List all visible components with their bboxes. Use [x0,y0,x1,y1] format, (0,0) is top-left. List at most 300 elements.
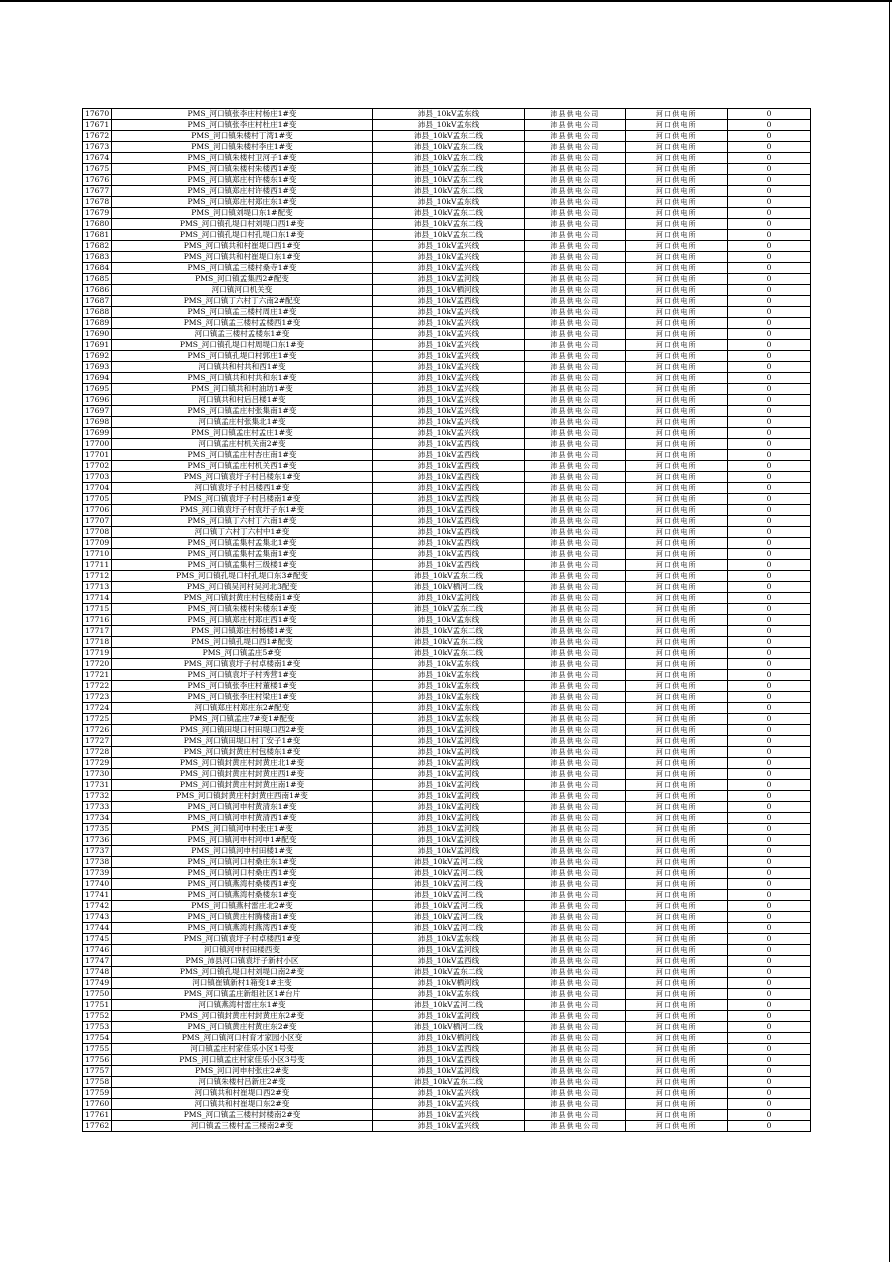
row-number-cell: 17679 [83,208,112,219]
table-row [83,1022,811,1033]
row-number-cell: 17744 [83,923,112,934]
feeder-line-cell: 沛县_10kV孟兴线 [373,428,525,439]
row-number-cell: 17747 [83,956,112,967]
supply-station-cell: 河口供电所 [626,571,728,582]
supply-company-cell: 沛县供电公司 [525,714,626,725]
row-number-cell: 17715 [83,604,112,615]
table-row [83,780,811,791]
supply-station-cell: 河口供电所 [626,978,728,989]
table-row [83,461,811,472]
transformer-name-cell: PMS_河口镇朱楼村卫河子1#变 [112,153,373,164]
supply-company-cell: 沛县供电公司 [525,857,626,868]
table-row [83,857,811,868]
table-row [83,1121,811,1132]
supply-station-cell: 河口供电所 [626,208,728,219]
transformer-name-cell: PMS_河口镇丁六村丁六南1#变 [112,516,373,527]
table-row [83,406,811,417]
transformer-name-cell: 河口镇孟庄村家佳乐小区1号变 [112,1044,373,1055]
supply-company-cell: 沛县供电公司 [525,703,626,714]
count-value-cell: 0 [728,736,811,747]
transformer-name-cell: PMS_河口镇孟三楼村周庄1#变 [112,307,373,318]
count-value-cell: 0 [728,109,811,120]
table-row [83,263,811,274]
supply-company-cell: 沛县供电公司 [525,637,626,648]
supply-station-cell: 河口供电所 [626,824,728,835]
table-row [83,758,811,769]
count-value-cell: 0 [728,824,811,835]
supply-company-cell: 沛县供电公司 [525,571,626,582]
transformer-name-cell: PMS_河口镇孟集村孟集北1#变 [112,538,373,549]
right-border-line [889,0,890,1262]
count-value-cell: 0 [728,1099,811,1110]
row-number-cell: 17728 [83,747,112,758]
supply-company-cell: 沛县供电公司 [525,582,626,593]
feeder-line-cell: 沛县_10kV孟东二线 [373,142,525,153]
table-row [83,439,811,450]
row-number-cell: 17740 [83,879,112,890]
supply-company-cell: 沛县供电公司 [525,1077,626,1088]
row-number-cell: 17710 [83,549,112,560]
count-value-cell: 0 [728,164,811,175]
supply-station-cell: 河口供电所 [626,428,728,439]
transformer-name-cell: PMS_河口镇河申村田楼1#变 [112,846,373,857]
count-value-cell: 0 [728,615,811,626]
supply-station-cell: 河口供电所 [626,670,728,681]
supply-company-cell: 沛县供电公司 [525,791,626,802]
table-row [83,197,811,208]
transformer-name-cell: PMS_河口镇封黄庄村包楼东1#变 [112,747,373,758]
supply-station-cell: 河口供电所 [626,494,728,505]
supply-company-cell: 沛县供电公司 [525,549,626,560]
feeder-line-cell: 沛县_10kV孟东二线 [373,153,525,164]
count-value-cell: 0 [728,296,811,307]
row-number-cell: 17718 [83,637,112,648]
row-number-cell: 17691 [83,340,112,351]
transformer-name-cell: PMS_河口镇郑庄村许楼西1#变 [112,186,373,197]
transformer-name-cell: PMS_沛县河口镇袁圩子新村小区 [112,956,373,967]
table-row [83,747,811,758]
row-number-cell: 17757 [83,1066,112,1077]
supply-station-cell: 河口供电所 [626,1110,728,1121]
count-value-cell: 0 [728,890,811,901]
table-row [83,571,811,582]
supply-company-cell: 沛县供电公司 [525,1088,626,1099]
count-value-cell: 0 [728,351,811,362]
transformer-name-cell: PMS_河口镇封黄庄村封黄庄南1#变 [112,780,373,791]
transformer-name-cell: PMS_河口镇孔堤口村周堤口东1#变 [112,340,373,351]
count-value-cell: 0 [728,472,811,483]
count-value-cell: 0 [728,593,811,604]
supply-station-cell: 河口供电所 [626,659,728,670]
supply-company-cell: 沛县供电公司 [525,725,626,736]
supply-station-cell: 河口供电所 [626,274,728,285]
feeder-line-cell: 沛县_10kV孟河线 [373,802,525,813]
feeder-line-cell: 沛县_10kV孟河线 [373,725,525,736]
table-row [83,1033,811,1044]
supply-company-cell: 沛县供电公司 [525,692,626,703]
feeder-line-cell: 沛县_10kV孟东线 [373,692,525,703]
table-row [83,868,811,879]
table-row [83,659,811,670]
count-value-cell: 0 [728,681,811,692]
supply-company-cell: 沛县供电公司 [525,472,626,483]
row-number-cell: 17754 [83,1033,112,1044]
count-value-cell: 0 [728,1066,811,1077]
count-value-cell: 0 [728,1088,811,1099]
count-value-cell: 0 [728,923,811,934]
count-value-cell: 0 [728,835,811,846]
feeder-line-cell: 沛县_10kV孟东线 [373,615,525,626]
table-row [83,296,811,307]
table-row [83,791,811,802]
transformer-name-cell: PMS_河口镇燕村雷庄北2#变 [112,901,373,912]
count-value-cell: 0 [728,791,811,802]
supply-company-cell: 沛县供电公司 [525,406,626,417]
transformer-name-cell: 河口镇河申村田楼西变 [112,945,373,956]
feeder-line-cell: 沛县_10kV孟河线 [373,835,525,846]
feeder-line-cell: 沛县_10kV栖河线 [373,1033,525,1044]
supply-company-cell: 沛县供电公司 [525,241,626,252]
table-row [83,769,811,780]
count-value-cell: 0 [728,780,811,791]
table-row [83,230,811,241]
supply-station-cell: 河口供电所 [626,1011,728,1022]
transformer-name-cell: PMS_河口镇袁圩子村吕楼南1#变 [112,494,373,505]
feeder-line-cell: 沛县_10kV孟兴线 [373,241,525,252]
supply-station-cell: 河口供电所 [626,549,728,560]
supply-station-cell: 河口供电所 [626,142,728,153]
count-value-cell: 0 [728,329,811,340]
supply-station-cell: 河口供电所 [626,1099,728,1110]
count-value-cell: 0 [728,604,811,615]
feeder-line-cell: 沛县_10kV孟东线 [373,659,525,670]
supply-company-cell: 沛县供电公司 [525,109,626,120]
supply-company-cell: 沛县供电公司 [525,978,626,989]
feeder-line-cell: 沛县_10kV栖河二线 [373,1022,525,1033]
transformer-name-cell: PMS_河口镇孔堤口西1#配变 [112,637,373,648]
feeder-line-cell: 沛县_10kV孟东线 [373,670,525,681]
transformer-name-cell: PMS_河口镇孟三楼村封楼南2#变 [112,1110,373,1121]
supply-station-cell: 河口供电所 [626,373,728,384]
transformer-name-cell: PMS_河口镇袁圩子村卓楼南1#变 [112,659,373,670]
feeder-line-cell: 沛县_10kV孟西线 [373,505,525,516]
table-row [83,1044,811,1055]
supply-station-cell: 河口供电所 [626,329,728,340]
transformer-name-cell: PMS_河口镇封黄庄村封黄庄东2#变 [112,1011,373,1022]
count-value-cell: 0 [728,912,811,923]
row-number-cell: 17748 [83,967,112,978]
count-value-cell: 0 [728,428,811,439]
row-number-cell: 17751 [83,1000,112,1011]
table-row [83,714,811,725]
transformer-name-cell: PMS_河口镇封黄庄村封黄庄西南1#变 [112,791,373,802]
supply-company-cell: 沛县供电公司 [525,417,626,428]
feeder-line-cell: 沛县_10kV孟东二线 [373,208,525,219]
count-value-cell: 0 [728,362,811,373]
supply-station-cell: 河口供电所 [626,296,728,307]
supply-company-cell: 沛县供电公司 [525,527,626,538]
supply-company-cell: 沛县供电公司 [525,912,626,923]
supply-station-cell: 河口供电所 [626,868,728,879]
row-number-cell: 17738 [83,857,112,868]
count-value-cell: 0 [728,956,811,967]
supply-company-cell: 沛县供电公司 [525,483,626,494]
supply-company-cell: 沛县供电公司 [525,439,626,450]
count-value-cell: 0 [728,769,811,780]
supply-company-cell: 沛县供电公司 [525,615,626,626]
feeder-line-cell: 沛县_10kV孟西线 [373,1055,525,1066]
count-value-cell: 0 [728,1000,811,1011]
table-row [83,1055,811,1066]
row-number-cell: 17696 [83,395,112,406]
feeder-line-cell: 沛县_10kV孟河线 [373,593,525,604]
row-number-cell: 17670 [83,109,112,120]
table-row [83,703,811,714]
supply-station-cell: 河口供电所 [626,241,728,252]
feeder-line-cell: 沛县_10kV孟西线 [373,516,525,527]
feeder-line-cell: 沛县_10kV孟东二线 [373,967,525,978]
row-number-cell: 17731 [83,780,112,791]
table-row [83,824,811,835]
supply-station-cell: 河口供电所 [626,285,728,296]
table-row [83,318,811,329]
feeder-line-cell: 沛县_10kV孟西线 [373,483,525,494]
table-row [83,351,811,362]
table-row [83,934,811,945]
row-number-cell: 17717 [83,626,112,637]
supply-company-cell: 沛县供电公司 [525,626,626,637]
transformer-name-cell: 河口镇燕湾村雷庄东1#变 [112,1000,373,1011]
count-value-cell: 0 [728,802,811,813]
top-border-line [0,0,892,2]
transformer-name-cell: PMS_河口镇吴河村吴河北3配变 [112,582,373,593]
table-row [83,285,811,296]
supply-station-cell: 河口供电所 [626,560,728,571]
table-row [83,362,811,373]
table-row [83,560,811,571]
feeder-line-cell: 沛县_10kV孟西线 [373,956,525,967]
supply-company-cell: 沛县供电公司 [525,604,626,615]
supply-station-cell: 河口供电所 [626,879,728,890]
transformer-name-cell: 河口镇共和村共和西1#变 [112,362,373,373]
count-value-cell: 0 [728,197,811,208]
feeder-line-cell: 沛县_10kV孟河二线 [373,879,525,890]
supply-company-cell: 沛县供电公司 [525,296,626,307]
table-row [83,175,811,186]
supply-station-cell: 河口供电所 [626,384,728,395]
count-value-cell: 0 [728,450,811,461]
supply-station-cell: 河口供电所 [626,703,728,714]
count-value-cell: 0 [728,241,811,252]
table-row [83,692,811,703]
supply-company-cell: 沛县供电公司 [525,648,626,659]
feeder-line-cell: 沛县_10kV孟兴线 [373,1110,525,1121]
supply-station-cell: 河口供电所 [626,802,728,813]
count-value-cell: 0 [728,967,811,978]
feeder-line-cell: 沛县_10kV孟河二线 [373,868,525,879]
supply-company-cell: 沛县供电公司 [525,219,626,230]
feeder-line-cell: 沛县_10kV孟东线 [373,934,525,945]
transformer-name-cell: PMS_河口镇孔堤口村郭庄1#变 [112,351,373,362]
supply-station-cell: 河口供电所 [626,340,728,351]
row-number-cell: 17700 [83,439,112,450]
table-row [83,945,811,956]
supply-station-cell: 河口供电所 [626,945,728,956]
row-number-cell: 17706 [83,505,112,516]
feeder-line-cell: 沛县_10kV孟河线 [373,274,525,285]
supply-station-cell: 河口供电所 [626,164,728,175]
supply-station-cell: 河口供电所 [626,901,728,912]
count-value-cell: 0 [728,175,811,186]
transformer-name-cell: PMS_河口镇朱楼村朱楼东1#变 [112,604,373,615]
count-value-cell: 0 [728,120,811,131]
supply-station-cell: 河口供电所 [626,593,728,604]
supply-company-cell: 沛县供电公司 [525,1099,626,1110]
transformer-name-cell: PMS_河口镇河口村育才家园小区变 [112,1033,373,1044]
count-value-cell: 0 [728,1011,811,1022]
supply-station-cell: 河口供电所 [626,527,728,538]
row-number-cell: 17689 [83,318,112,329]
row-number-cell: 17681 [83,230,112,241]
supply-company-cell: 沛县供电公司 [525,1121,626,1132]
transformer-name-cell: PMS_河口河申村张庄2#变 [112,1066,373,1077]
count-value-cell: 0 [728,1044,811,1055]
transformer-name-cell: PMS_河口镇封黄庄村封黄庄西1#变 [112,769,373,780]
count-value-cell: 0 [728,758,811,769]
table-row [83,637,811,648]
row-number-cell: 17716 [83,615,112,626]
supply-station-cell: 河口供电所 [626,318,728,329]
count-value-cell: 0 [728,153,811,164]
count-value-cell: 0 [728,945,811,956]
feeder-line-cell: 沛县_10kV孟兴线 [373,307,525,318]
transformer-name-cell: PMS_河口镇河口村桑庄东1#变 [112,857,373,868]
row-number-cell: 17750 [83,989,112,1000]
transformer-name-cell: PMS_河口镇孔堤口村刘堤口南2#变 [112,967,373,978]
feeder-line-cell: 沛县_10kV孟东线 [373,703,525,714]
row-number-cell: 17742 [83,901,112,912]
supply-company-cell: 沛县供电公司 [525,824,626,835]
supply-company-cell: 沛县供电公司 [525,263,626,274]
table-row [83,527,811,538]
transformer-name-cell: PMS_河口镇孟集村孟集南1#变 [112,549,373,560]
table-row [83,879,811,890]
supply-station-cell: 河口供电所 [626,813,728,824]
transformer-name-cell: 河口镇朱楼村吕新庄2#变 [112,1077,373,1088]
feeder-line-cell: 沛县_10kV孟东线 [373,120,525,131]
supply-station-cell: 河口供电所 [626,758,728,769]
transformer-name-cell: 河口镇孟庄村张集北1#变 [112,417,373,428]
count-value-cell: 0 [728,868,811,879]
feeder-line-cell: 沛县_10kV孟东线 [373,681,525,692]
supply-company-cell: 沛县供电公司 [525,758,626,769]
transformer-name-cell: PMS_河口镇河口村桑庄西1#变 [112,868,373,879]
count-value-cell: 0 [728,252,811,263]
row-number-cell: 17722 [83,681,112,692]
table-row [83,417,811,428]
transformer-name-cell: PMS_河口镇封黄庄村包楼南1#变 [112,593,373,604]
row-number-cell: 17759 [83,1088,112,1099]
feeder-line-cell: 沛县_10kV孟兴线 [373,263,525,274]
feeder-line-cell: 沛县_10kV孟西线 [373,461,525,472]
row-number-cell: 17697 [83,406,112,417]
table-row [83,1088,811,1099]
table-row [83,736,811,747]
row-number-cell: 17749 [83,978,112,989]
supply-company-cell: 沛县供电公司 [525,846,626,857]
table-row [83,813,811,824]
transformer-name-cell: PMS_河口镇刘堤口东1#配变 [112,208,373,219]
table-row [83,1077,811,1088]
count-value-cell: 0 [728,879,811,890]
feeder-line-cell: 沛县_10kV孟东线 [373,989,525,1000]
feeder-line-cell: 沛县_10kV孟东二线 [373,186,525,197]
feeder-line-cell: 沛县_10kV孟兴线 [373,395,525,406]
count-value-cell: 0 [728,263,811,274]
supply-company-cell: 沛县供电公司 [525,560,626,571]
table-row [83,1066,811,1077]
transformer-name-cell: PMS_河口镇孟集西2#配变 [112,274,373,285]
transformer-name-cell: PMS_河口镇河申村黄清西1#变 [112,813,373,824]
row-number-cell: 17713 [83,582,112,593]
supply-company-cell: 沛县供电公司 [525,659,626,670]
transformer-name-cell: PMS_河口镇孟庄村孟庄1#变 [112,428,373,439]
supply-station-cell: 河口供电所 [626,923,728,934]
count-value-cell: 0 [728,549,811,560]
transformer-name-cell: 河口镇孟三楼村孟三楼南2#变 [112,1121,373,1132]
supply-station-cell: 河口供电所 [626,186,728,197]
supply-company-cell: 沛县供电公司 [525,505,626,516]
supply-station-cell: 河口供电所 [626,967,728,978]
count-value-cell: 0 [728,406,811,417]
row-number-cell: 17753 [83,1022,112,1033]
row-number-cell: 17746 [83,945,112,956]
row-number-cell: 17745 [83,934,112,945]
table-row [83,505,811,516]
row-number-cell: 17694 [83,373,112,384]
count-value-cell: 0 [728,901,811,912]
feeder-line-cell: 沛县_10kV孟河线 [373,824,525,835]
count-value-cell: 0 [728,670,811,681]
feeder-line-cell: 沛县_10kV孟西线 [373,472,525,483]
supply-company-cell: 沛县供电公司 [525,670,626,681]
count-value-cell: 0 [728,538,811,549]
transformer-name-cell: PMS_河口镇孔堤口村孔堤口东1#变 [112,230,373,241]
row-number-cell: 17736 [83,835,112,846]
row-number-cell: 17690 [83,329,112,340]
row-number-cell: 17684 [83,263,112,274]
table-row [83,670,811,681]
transformer-name-cell: PMS_河口镇郑庄村杨楼1#变 [112,626,373,637]
table-row [83,626,811,637]
supply-station-cell: 河口供电所 [626,307,728,318]
supply-station-cell: 河口供电所 [626,681,728,692]
supply-station-cell: 河口供电所 [626,153,728,164]
feeder-line-cell: 沛县_10kV孟兴线 [373,384,525,395]
feeder-line-cell: 沛县_10kV孟东二线 [373,626,525,637]
row-number-cell: 17707 [83,516,112,527]
row-number-cell: 17699 [83,428,112,439]
supply-company-cell: 沛县供电公司 [525,879,626,890]
supply-company-cell: 沛县供电公司 [525,1055,626,1066]
feeder-line-cell: 沛县_10kV孟东二线 [373,219,525,230]
row-number-cell: 17671 [83,120,112,131]
transformer-name-cell: PMS_河口镇张李庄村梁庄1#变 [112,692,373,703]
row-number-cell: 17756 [83,1055,112,1066]
transformer-name-cell: PMS_河口镇封黄庄村封黄庄北1#变 [112,758,373,769]
supply-station-cell: 河口供电所 [626,516,728,527]
count-value-cell: 0 [728,560,811,571]
